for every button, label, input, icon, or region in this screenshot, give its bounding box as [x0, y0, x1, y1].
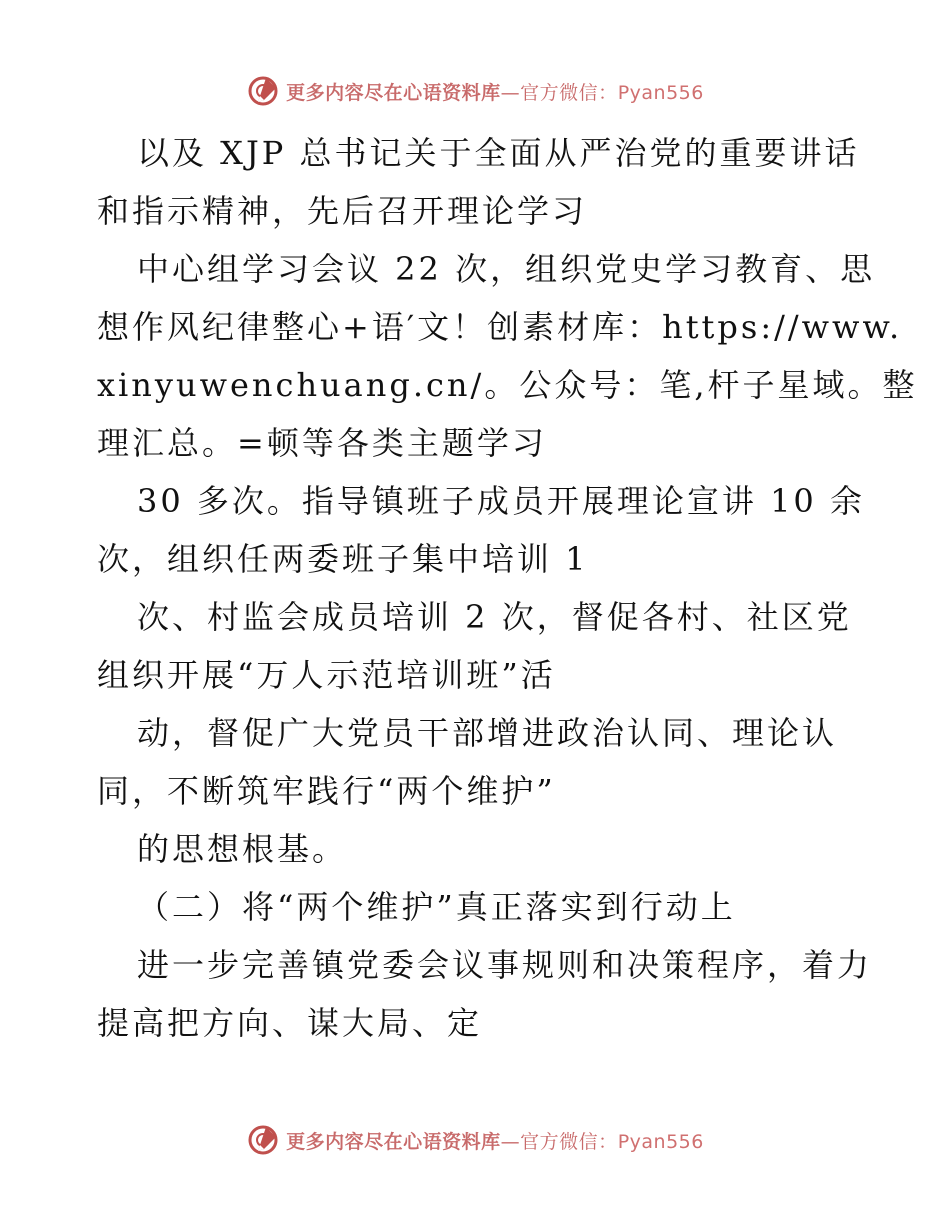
paragraph-line: 动，督促广大党员干部增进政治认同、理论认	[137, 714, 838, 752]
pen-logo-icon	[246, 1123, 280, 1157]
document-body	[97, 124, 918, 1052]
paragraph-line: xinyuwenchuang.cn/。公众号：笔,杆子星域。整	[97, 366, 918, 404]
pen-logo-icon	[246, 74, 280, 108]
watermark-suffix: 官方微信：	[520, 81, 618, 104]
header-watermark	[0, 71, 950, 111]
watermark-brand: 更多内容尽在心语资料库	[286, 81, 501, 104]
watermark-suffix: 官方微信：	[520, 1130, 618, 1153]
paragraph-line: 提高把方向、谋大局、定	[97, 1004, 483, 1042]
paragraph-line: 以及 XJP 总书记关于全面从严治党的重要讲话	[137, 134, 860, 172]
watermark-text	[286, 78, 704, 105]
paragraph-line: 想作风纪律整心+语′文！创素材库：https://www.	[97, 308, 903, 346]
watermark-handle: Pyan556	[617, 81, 704, 104]
watermark-text	[286, 1127, 704, 1154]
paragraph-line: 次，组织任两委班子集中培训 1	[97, 540, 589, 578]
watermark-dash: —	[500, 81, 521, 104]
paragraph-line: 进一步完善镇党委会议事规则和决策程序，着力	[137, 946, 873, 984]
paragraph-line: 组织开展“万人示范培训班”活	[97, 656, 556, 694]
paragraph-line: 和指示精神，先后召开理论学习	[97, 192, 588, 230]
paragraph-line: 同，不断筑牢践行“两个维护”	[97, 772, 556, 810]
paragraph-line: 理汇总。=顿等各类主题学习	[97, 424, 547, 462]
section-heading: （二）将“两个维护”真正落实到行动上	[137, 888, 736, 926]
paragraph-line: 30 多次。指导镇班子成员开展理论宣讲 10 余	[137, 482, 865, 520]
paragraph-line: 次、村监会成员培训 2 次，督促各村、社区党	[137, 598, 852, 636]
watermark-handle: Pyan556	[617, 1130, 704, 1153]
footer-watermark	[0, 1120, 950, 1160]
paragraph-line: 的思想根基。	[137, 830, 348, 868]
watermark-dash: —	[500, 1130, 521, 1153]
paragraph-line: 中心组学习会议 22 次，组织党史学习教育、思	[137, 250, 876, 288]
watermark-brand: 更多内容尽在心语资料库	[286, 1130, 501, 1153]
